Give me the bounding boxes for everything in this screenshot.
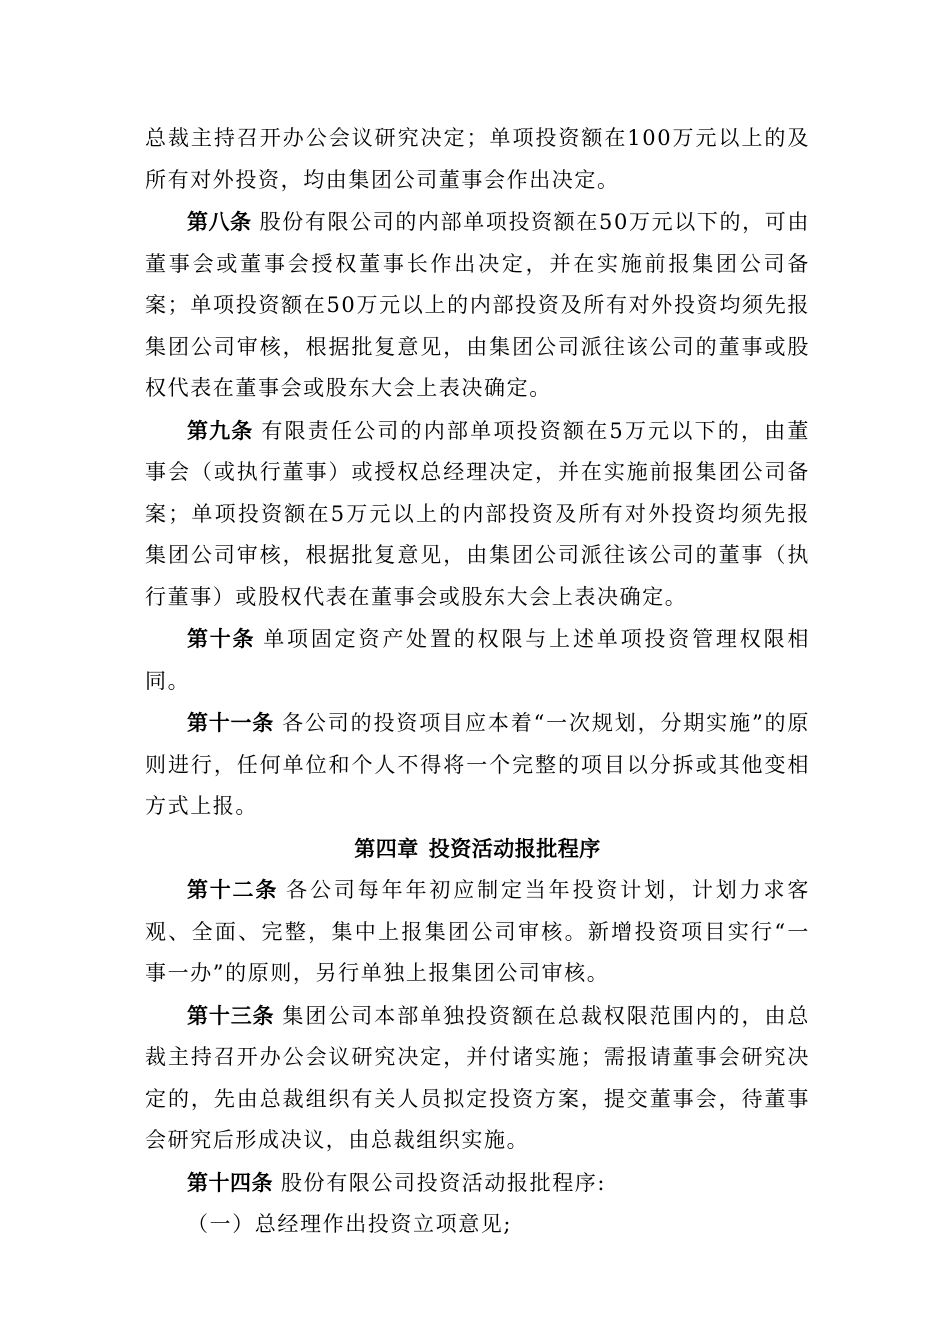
chapter-number: 第四章 <box>354 835 419 861</box>
article-12 <box>145 869 810 995</box>
article-text: 各公司每年年初应制定当年投资计划，计划力求客观、全面、完整，集中上报集团公司审核。新增投资项目实行“一事一办”的原则，另行单独上报集团公司审核。 <box>145 878 811 985</box>
article-text: 有限责任公司的内部单项投资额在5万元以下的，由董事会（或执行董事）或授权总经理决定，并在实施前报集团公司备案；单项投资额在5万元以上的内部投资及所有对外投资均须先报集团公司审核，根据批复意见，由集团公司派往该公司的董事（执行董事）或股权代表在董事会或股东大会上表决确定。 <box>145 418 811 609</box>
article-label: 第十条 <box>187 626 256 651</box>
chapter-heading <box>145 828 810 870</box>
article-11 <box>145 702 810 828</box>
article-label: 第十二条 <box>187 877 279 902</box>
article-label: 第八条 <box>187 209 252 234</box>
article-14 <box>145 1162 810 1205</box>
list-item-text: （一）总经理作出投资立项意见; <box>187 1212 513 1236</box>
document-page <box>145 118 810 1246</box>
article-9 <box>145 410 810 619</box>
article-text: 各公司的投资项目应本着“一次规划，分期实施”的原则进行，任何单位和个人不得将一个完整的项目以分拆或其他变相方式上报。 <box>145 711 811 818</box>
article-10 <box>145 618 810 702</box>
article-label: 第十四条 <box>187 1169 273 1195</box>
paragraph-text: 总裁主持召开办公会议研究决定；单项投资额在100万元以上的及所有对外投资，均由集团公司董事会作出决定。 <box>145 126 810 192</box>
article-label: 第九条 <box>187 417 254 443</box>
article-text: 单项固定资产处置的权限与上述单项投资管理权限相同。 <box>145 627 810 693</box>
article-text: 股份有限公司投资活动报批程序: <box>281 1170 607 1195</box>
paragraph-continuation <box>145 118 810 201</box>
article-13 <box>145 995 810 1162</box>
chapter-title: 投资活动报批程序 <box>428 835 601 861</box>
article-8 <box>145 201 810 410</box>
list-item <box>145 1204 810 1246</box>
article-label: 第十一条 <box>187 710 275 735</box>
article-label: 第十三条 <box>187 1002 275 1028</box>
article-text: 股份有限公司的内部单项投资额在50万元以下的，可由董事会或董事会授权董事长作出决定，并在实施前报集团公司备案；单项投资额在50万元以上的内部投资及所有对外投资均须先报集团公司审核，根据批复意见，由集团公司派往该公司的董事或股权代表在董事会或股东大会上表决确定。 <box>145 210 810 400</box>
article-text: 集团公司本部单独投资额在总裁权限范围内的，由总裁主持召开办公会议研究决定，并付诸实施；需报请董事会研究决定的，先由总裁组织有关人员拟定投资方案，提交董事会，待董事会研究后形成决议，由总裁组织实施。 <box>145 1003 810 1152</box>
